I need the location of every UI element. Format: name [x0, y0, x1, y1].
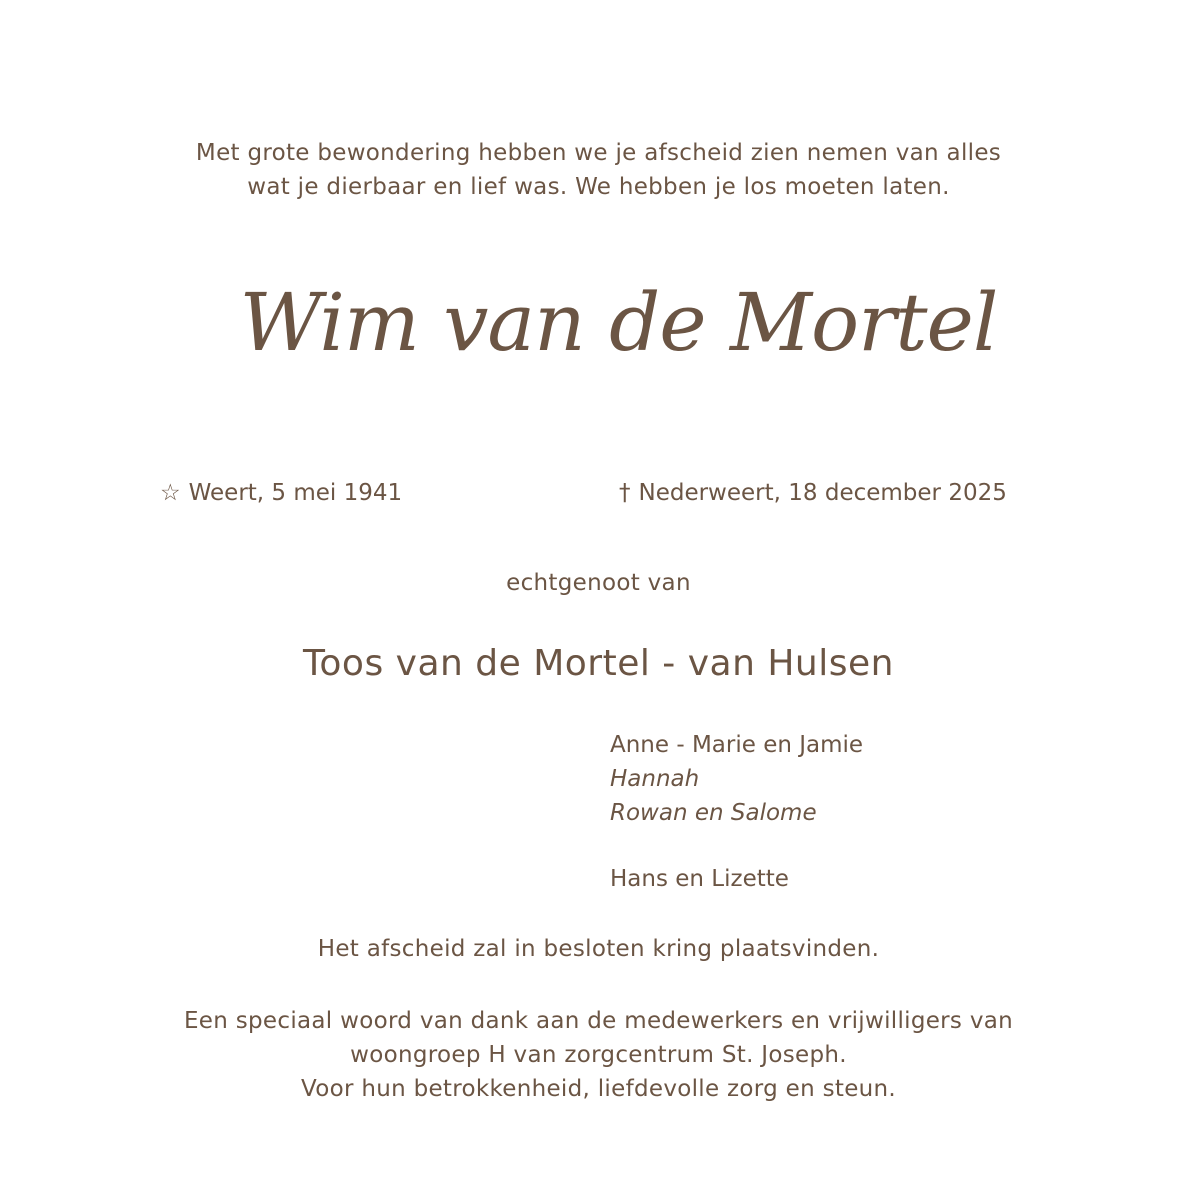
star-icon: ☆: [160, 480, 181, 506]
family-list: [610, 728, 863, 896]
spouse-intro: echtgenoot van: [506, 570, 691, 596]
intro-line-1: Met grote bewondering hebben we je afscheid zien nemen van alles: [195, 140, 1002, 166]
thanks-text: [0, 1004, 1197, 1106]
death-text: Nederweert, 18 december 2025: [638, 480, 1007, 506]
deceased-name: Wim van de Mortel: [239, 276, 998, 369]
intro-line-2: wat je dierbaar en lief was. We hebben je los moeten laten.: [247, 174, 950, 200]
farewell-text: Het afscheid zal in besloten kring plaatsvinden.: [317, 936, 880, 962]
family-grandchild-1: Hannah: [610, 766, 700, 792]
thanks-line-2: woongroep H van zorgcentrum St. Joseph.: [350, 1042, 847, 1068]
family-child-2: Hans en Lizette: [610, 866, 789, 892]
family-spacer: [610, 830, 863, 862]
birth-info: [160, 476, 402, 510]
intro-text: [0, 136, 1197, 204]
cross-icon: †: [619, 480, 631, 506]
thanks-line-3: Voor hun betrokkenheid, liefdevolle zorg en steun.: [300, 1076, 897, 1102]
family-child-1: Anne - Marie en Jamie: [610, 732, 864, 758]
spouse-name: Toos van de Mortel - van Hulsen: [303, 643, 894, 684]
death-info: [619, 476, 1007, 510]
thanks-line-1: Een speciaal woord van dank aan de medewerkers en vrijwilligers van: [183, 1008, 1014, 1034]
birth-text: Weert, 5 mei 1941: [188, 480, 403, 506]
family-grandchild-2: Rowan en Salome: [610, 800, 817, 826]
